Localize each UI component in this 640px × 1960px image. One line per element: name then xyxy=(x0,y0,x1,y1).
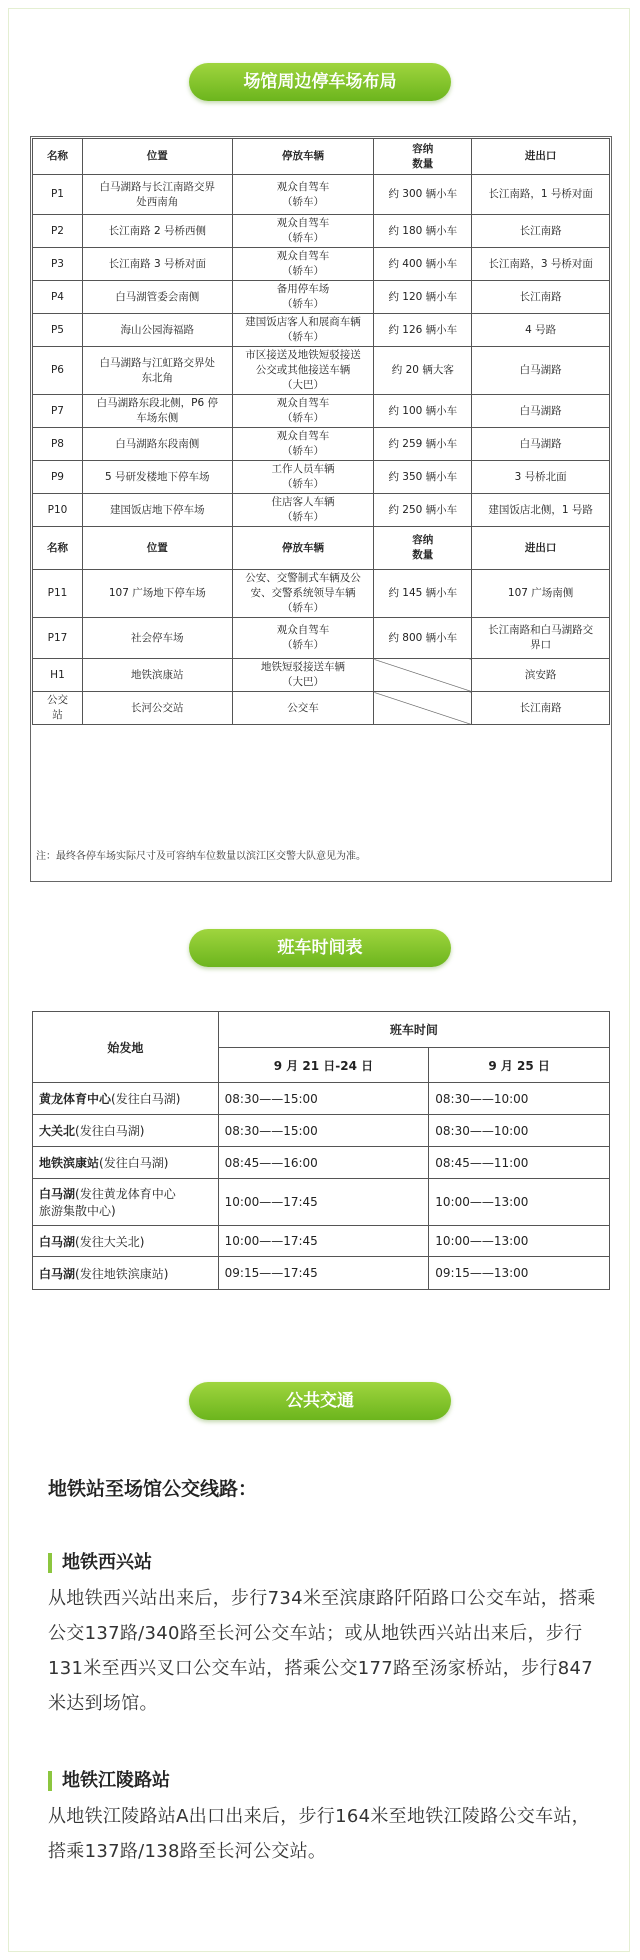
shuttle-time: 08:45——16:00 xyxy=(218,1147,429,1179)
table-cell: 约 259 辆小车 xyxy=(374,428,472,461)
col-time-header: 班车时间 xyxy=(218,1012,609,1048)
shuttle-time: 08:30——10:00 xyxy=(429,1115,610,1147)
table-cell: 约 400 辆小车 xyxy=(374,248,472,281)
origin-destination: (发往白马湖) xyxy=(75,1124,145,1138)
table-cell: 建国饭店地下停车场 xyxy=(82,494,232,527)
table-cell: 观众自驾车 （轿车） xyxy=(232,618,374,659)
shuttle-time: 08:30——15:00 xyxy=(218,1115,429,1147)
table-cell: P11 xyxy=(33,570,83,618)
table-cell: 公交 站 xyxy=(33,692,83,725)
origin-name: 白马湖 xyxy=(39,1187,76,1201)
section-title-transit: 公共交通 xyxy=(189,1382,451,1420)
table-cell: 白马湖路 xyxy=(472,428,610,461)
table-cell: 长河公交站 xyxy=(82,692,232,725)
origin-destination: (发往黄龙体育中心 旅游集散中心) xyxy=(39,1187,176,1218)
shuttle-time: 10:00——17:45 xyxy=(218,1226,429,1257)
table-cell: 白马湖路 xyxy=(472,347,610,395)
shuttle-time: 09:15——17:45 xyxy=(218,1257,429,1290)
table-cell: 市区接送及地铁短驳接送 公交或其他接送车辆 （大巴） xyxy=(232,347,374,395)
parking-header-cell: 容纳 数量 xyxy=(374,139,472,175)
table-cell: 5 号研发楼地下停车场 xyxy=(82,461,232,494)
table-cell: 社会停车场 xyxy=(82,618,232,659)
table-cell: 约 350 辆小车 xyxy=(374,461,472,494)
subheading-xixing: 地铁西兴站 xyxy=(48,1553,152,1573)
table-row xyxy=(33,1147,610,1179)
table-cell: 长江南路 3 号桥对面 xyxy=(82,248,232,281)
empty-diagonal-cell xyxy=(374,692,472,725)
table-cell: P10 xyxy=(33,494,83,527)
parking-header-cell: 进出口 xyxy=(472,139,610,175)
shuttle-origin xyxy=(33,1257,219,1290)
table-cell: 观众自驾车 （轿车） xyxy=(232,248,374,281)
section-title-shuttle: 班车时间表 xyxy=(189,929,451,967)
table-cell: P17 xyxy=(33,618,83,659)
table-cell: 4 号路 xyxy=(472,314,610,347)
shuttle-origin xyxy=(33,1226,219,1257)
origin-destination: (发往大关北) xyxy=(75,1234,145,1249)
table-cell: 长江南路，1 号桥对面 xyxy=(472,175,610,215)
table-cell: 长江南路 xyxy=(472,692,610,725)
table-cell: 长江南路和白马湖路交 界口 xyxy=(472,618,610,659)
table-cell: 约 300 辆小车 xyxy=(374,175,472,215)
shuttle-time: 10:00——13:00 xyxy=(429,1179,610,1226)
parking-header-cell: 容纳 数量 xyxy=(374,527,472,570)
table-cell: P6 xyxy=(33,347,83,395)
table-row xyxy=(33,314,610,347)
table-row xyxy=(33,215,610,248)
shuttle-origin xyxy=(33,1147,219,1179)
shuttle-table xyxy=(32,1011,610,1290)
col-date1-header: 9 月 21 日-24 日 xyxy=(218,1048,429,1083)
origin-name: 黄龙体育中心 xyxy=(39,1092,112,1106)
table-cell: 滨安路 xyxy=(472,659,610,692)
shuttle-time: 08:45——11:00 xyxy=(429,1147,610,1179)
parking-table xyxy=(32,138,610,725)
table-cell: 约 20 辆大客 xyxy=(374,347,472,395)
table-cell: 建国饭店客人和展商车辆 （轿车） xyxy=(232,314,374,347)
table-row xyxy=(33,347,610,395)
table-row xyxy=(33,494,610,527)
origin-destination: (发往地铁滨康站) xyxy=(75,1266,169,1281)
table-cell: P8 xyxy=(33,428,83,461)
table-cell: P9 xyxy=(33,461,83,494)
table-cell: 长江南路 xyxy=(472,215,610,248)
table-cell: 备用停车场 （轿车） xyxy=(232,281,374,314)
table-row xyxy=(33,570,610,618)
table-cell: 观众自驾车 （轿车） xyxy=(232,428,374,461)
table-cell: 观众自驾车 （轿车） xyxy=(232,395,374,428)
table-row xyxy=(33,281,610,314)
table-row xyxy=(33,428,610,461)
table-cell: 107 广场南侧 xyxy=(472,570,610,618)
table-row xyxy=(33,618,610,659)
table-cell: P5 xyxy=(33,314,83,347)
table-cell: 约 120 辆小车 xyxy=(374,281,472,314)
table-cell: 海山公园海福路 xyxy=(82,314,232,347)
table-cell: 约 126 辆小车 xyxy=(374,314,472,347)
transit-heading: 地铁站至场馆公交线路： xyxy=(48,1478,258,1500)
shuttle-origin xyxy=(33,1083,219,1115)
subheading-jiangling: 地铁江陵路站 xyxy=(48,1771,170,1791)
shuttle-time: 08:30——15:00 xyxy=(218,1083,429,1115)
table-cell: 观众自驾车 （轿车） xyxy=(232,215,374,248)
table-row xyxy=(33,248,610,281)
origin-destination: (发往白马湖) xyxy=(111,1092,181,1106)
shuttle-time: 10:00——13:00 xyxy=(429,1226,610,1257)
parking-note: 注：最终各停车场实际尺寸及可容纳车位数量以滨江区交警大队意见为准。 xyxy=(36,851,366,862)
shuttle-time: 10:00——17:45 xyxy=(218,1179,429,1226)
table-cell: 长江南路，3 号桥对面 xyxy=(472,248,610,281)
table-cell: P2 xyxy=(33,215,83,248)
parking-header-cell: 名称 xyxy=(33,527,83,570)
table-cell: 白马湖路东段南侧 xyxy=(82,428,232,461)
table-row xyxy=(33,395,610,428)
table-row xyxy=(33,175,610,215)
table-cell: 住店客人车辆 （轿车） xyxy=(232,494,374,527)
table-cell: 观众自驾车 （轿车） xyxy=(232,175,374,215)
section-title-parking: 场馆周边停车场布局 xyxy=(189,63,451,101)
shuttle-origin xyxy=(33,1115,219,1147)
table-cell: P7 xyxy=(33,395,83,428)
origin-name: 白马湖 xyxy=(39,1266,76,1281)
table-row xyxy=(33,1115,610,1147)
empty-diagonal-cell xyxy=(374,659,472,692)
col-date2-header: 9 月 25 日 xyxy=(429,1048,610,1083)
table-cell: 地铁短驳接送车辆 （大巴） xyxy=(232,659,374,692)
table-cell: 约 100 辆小车 xyxy=(374,395,472,428)
table-cell: 工作人员车辆 （轿车） xyxy=(232,461,374,494)
shuttle-time: 09:15——13:00 xyxy=(429,1257,610,1290)
table-row xyxy=(33,1226,610,1257)
table-cell: P3 xyxy=(33,248,83,281)
col-start-header: 始发地 xyxy=(33,1012,219,1083)
table-cell: 约 250 辆小车 xyxy=(374,494,472,527)
origin-destination: (发往白马湖) xyxy=(99,1156,169,1170)
table-row xyxy=(33,461,610,494)
origin-name: 大关北 xyxy=(39,1124,76,1138)
parking-header-cell: 停放车辆 xyxy=(232,139,374,175)
table-cell: 公安、交警制式车辆及公 安、交警系统领导车辆 （轿车） xyxy=(232,570,374,618)
paragraph-xixing: 从地铁西兴站出来后，步行734米至滨康路阡陌路口公交车站，搭乘公交137路/340路至长河公交车站；或从地铁西兴站出来后，步行131米至西兴叉口公交车站，搭乘公交177路至汤家桥站，步行847米达到场馆。 xyxy=(48,1588,596,1714)
table-cell: 长江南路 xyxy=(472,281,610,314)
table-cell: 约 800 辆小车 xyxy=(374,618,472,659)
table-cell: 白马湖管委会南侧 xyxy=(82,281,232,314)
shuttle-time: 08:30——10:00 xyxy=(429,1083,610,1115)
table-cell: 建国饭店北侧，1 号路 xyxy=(472,494,610,527)
table-cell: 长江南路 2 号桥西侧 xyxy=(82,215,232,248)
table-cell: 白马湖路与江虹路交界处 东北角 xyxy=(82,347,232,395)
table-cell: 白马湖路 xyxy=(472,395,610,428)
table-row xyxy=(33,692,610,725)
table-cell: H1 xyxy=(33,659,83,692)
parking-header-cell: 名称 xyxy=(33,139,83,175)
table-cell: P1 xyxy=(33,175,83,215)
table-cell: 107 广场地下停车场 xyxy=(82,570,232,618)
table-cell: 地铁滨康站 xyxy=(82,659,232,692)
table-cell: P4 xyxy=(33,281,83,314)
table-cell: 白马湖路东段北侧，P6 停 车场东侧 xyxy=(82,395,232,428)
parking-header-cell: 位置 xyxy=(82,527,232,570)
table-cell: 约 180 辆小车 xyxy=(374,215,472,248)
table-cell: 白马湖路与长江南路交界 处西南角 xyxy=(82,175,232,215)
table-row xyxy=(33,1257,610,1290)
parking-header-cell: 进出口 xyxy=(472,527,610,570)
table-row xyxy=(33,659,610,692)
table-row xyxy=(33,1179,610,1226)
table-cell: 公交车 xyxy=(232,692,374,725)
table-cell: 约 145 辆小车 xyxy=(374,570,472,618)
paragraph-jiangling: 从地铁江陵路站A出口出来后，步行164米至地铁江陵路公交车站，搭乘137路/138路至长河公交站。 xyxy=(48,1806,590,1862)
parking-header-cell: 停放车辆 xyxy=(232,527,374,570)
origin-name: 白马湖 xyxy=(39,1234,76,1249)
origin-name: 地铁滨康站 xyxy=(39,1156,100,1170)
shuttle-origin xyxy=(33,1179,219,1226)
table-row xyxy=(33,1083,610,1115)
parking-header-cell: 位置 xyxy=(82,139,232,175)
table-cell: 3 号桥北面 xyxy=(472,461,610,494)
